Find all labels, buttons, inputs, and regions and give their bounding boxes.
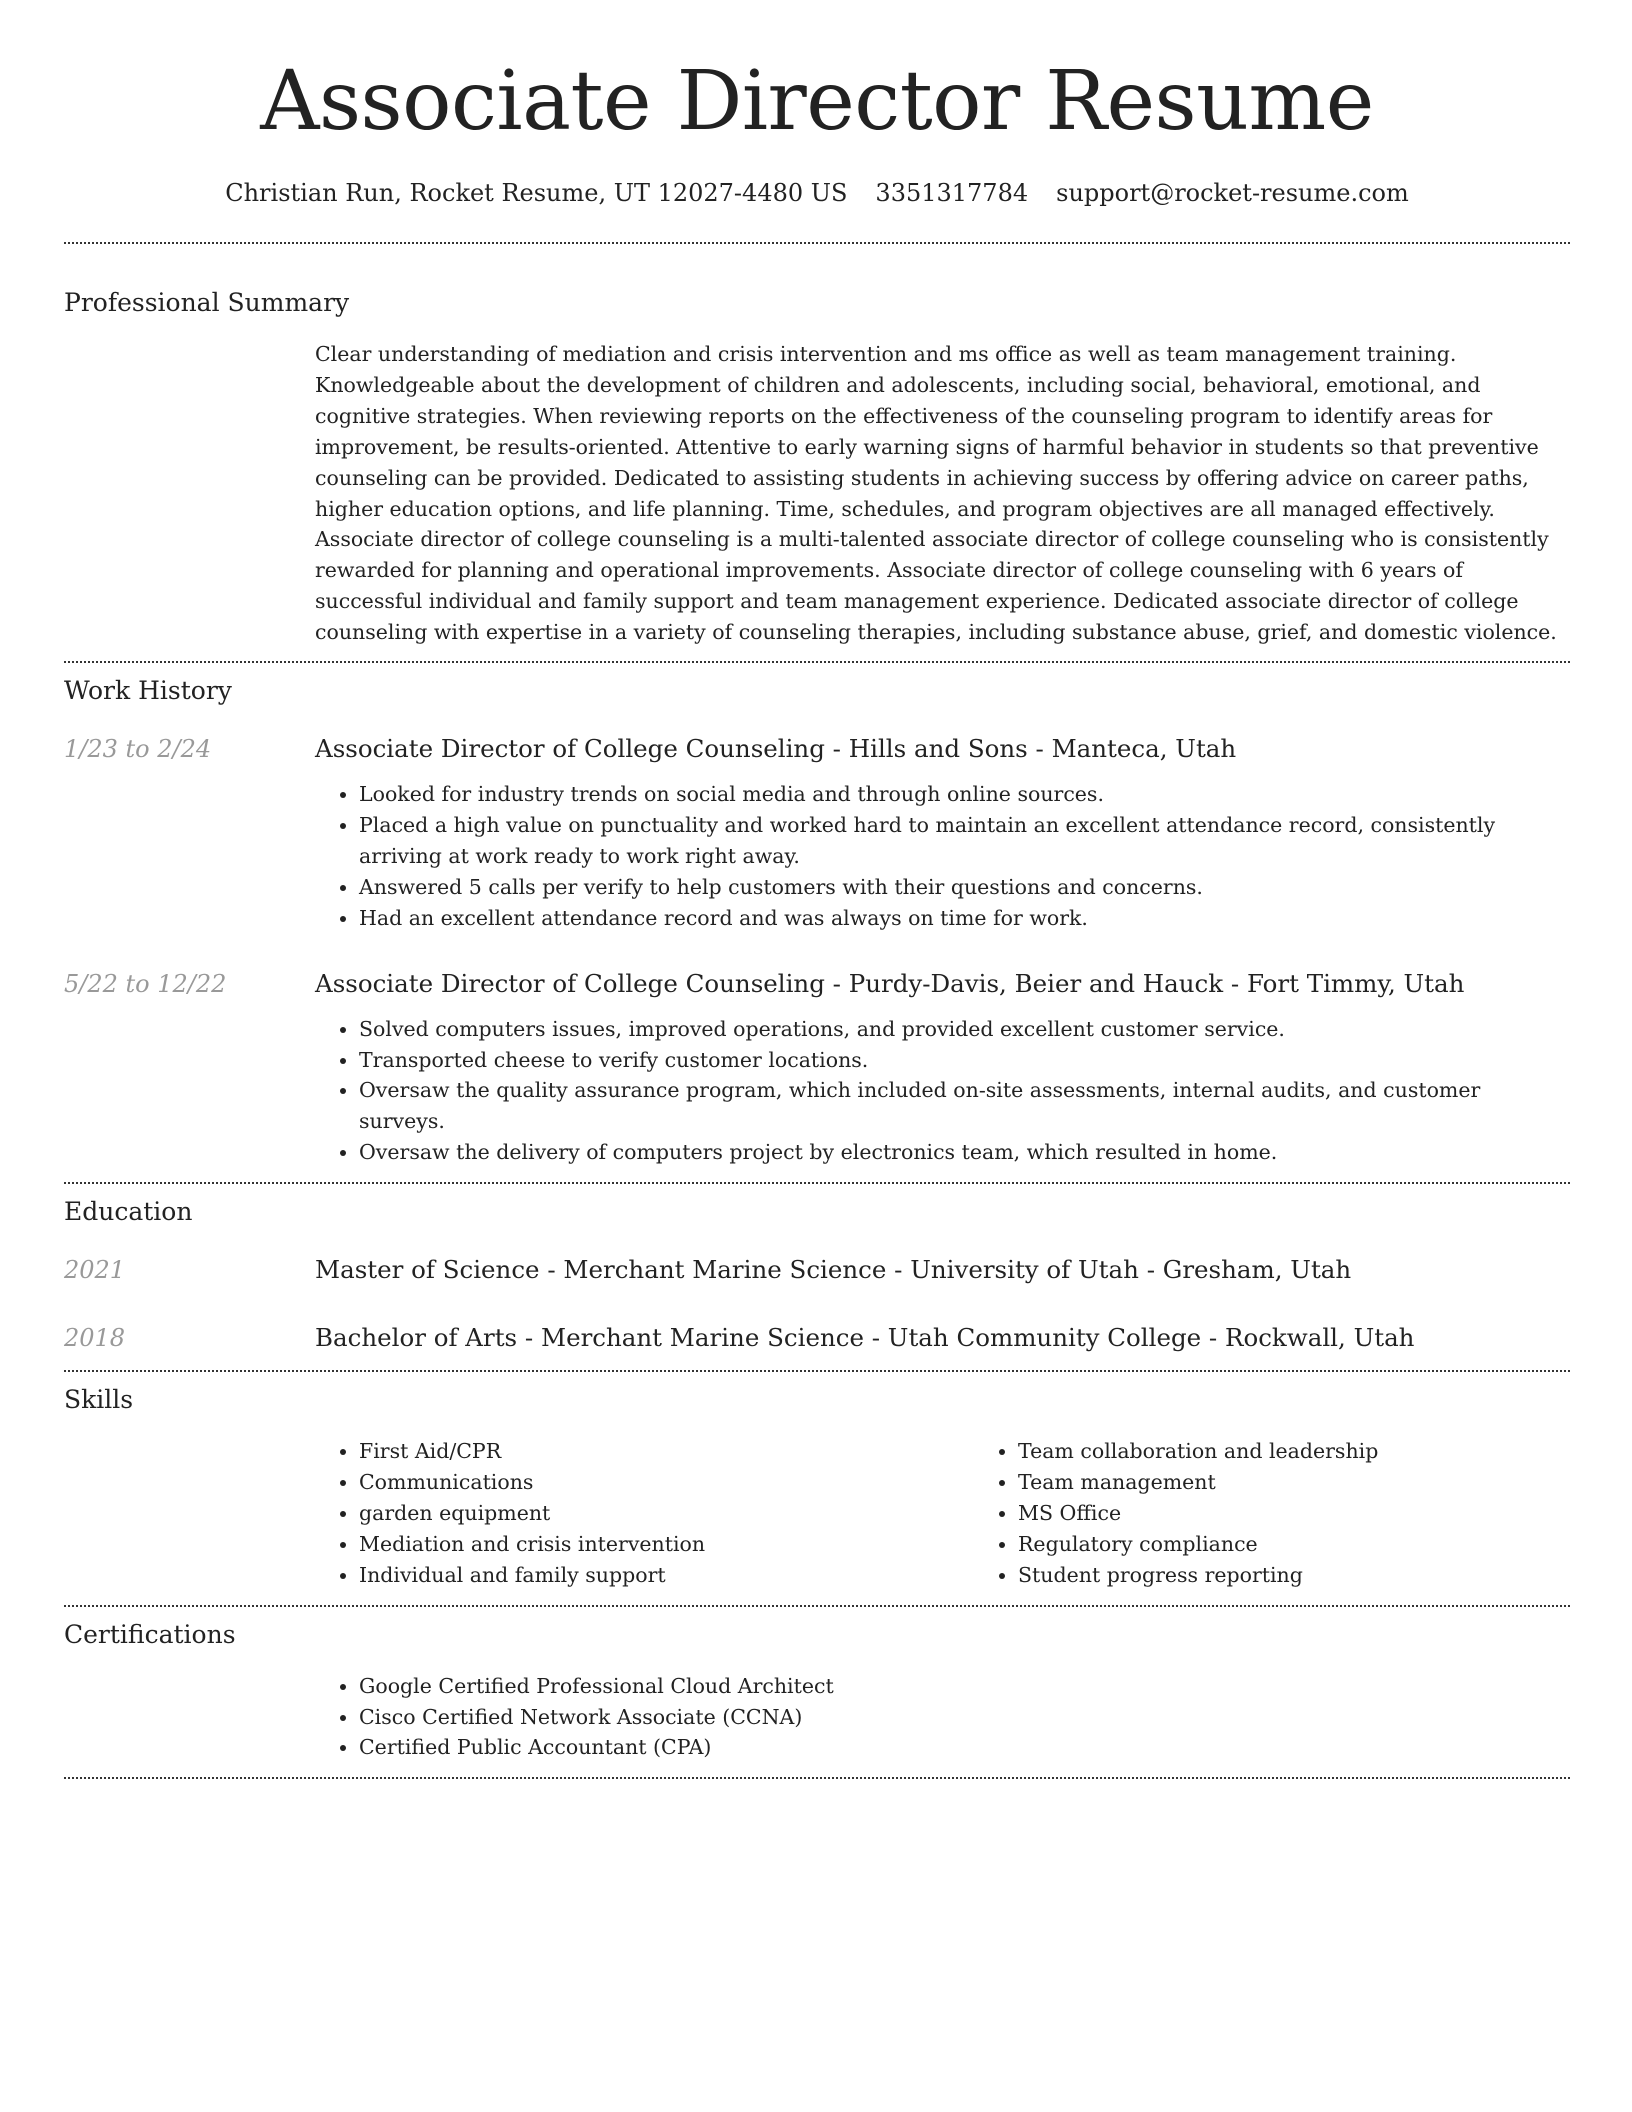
job-dates: 5/22 to 12/22 [64,969,227,998]
contact-line [64,178,1570,208]
resume-page [64,0,1570,1779]
section-heading-certifications: Certifications [64,1619,236,1649]
education-title: Bachelor of Arts - Merchant Marine Science - Utah Community College - Rockwall, Utah [315,1323,1415,1353]
education-year: 2021 [64,1256,126,1285]
education-entry [64,1322,1570,1354]
divider [64,1605,1570,1607]
skills-grid [315,1436,1570,1591]
job-bullets [315,1014,1570,1169]
education-title: Master of Science - Merchant Marine Science - University of Utah - Gresham, Utah [315,1255,1352,1285]
list-item: • Had an excellent attendance record and was always on time for work. [359,903,1570,934]
certifications-section [64,1619,1570,1764]
job-entry [64,733,1570,934]
skills-list-left [315,1436,974,1591]
list-item: • Placed a high value on punctuality and worked hard to maintain an excellent attendance record, consistently arriving at work ready to work right away. [359,810,1570,872]
skills-section [64,1384,1570,1591]
contact-phone: 3351317784 [875,179,1029,207]
summary-text: Clear understanding of mediation and crisis intervention and ms office as well as team management training. Knowledgeable about the development of children and adolescents, including social, behavioral, emotional, and cognitive strategies. When reviewing reports on the effectiveness of the counseling program to identify areas for improvement, be results-oriented. Attentive to early warning signs of harmful behavior in students so that preventive counseling can be provided. Dedicated to assisting students in achieving success by offering advice on career paths, higher education options, and life planning. Time, schedules, and program objectives are all managed effectively. Associate director of college counseling is a multi-talented associate director of college counseling who is consistently rewarded for planning and operational improvements. Associate director of college counseling with 6 years of successful individual and family support and team management experience. Dedicated associate director of college counseling with expertise in a variety of counseling therapies, including substance abuse, grief, and domestic violence. [315,342,1557,645]
resume-title: Associate Director Resume [260,54,1374,149]
divider [64,1777,1570,1779]
list-item: • Oversaw the quality assurance program, which included on-site assessments, internal audits, and customer surveys. [359,1075,1570,1137]
section-heading-skills: Skills [64,1385,134,1415]
contact-address: Christian Run, Rocket Resume, UT 12027-4480 US [225,179,848,207]
job-title: Associate Director of College Counseling - Purdy-Davis, Beier and Hauck - Fort Timmy, Utah [315,968,1465,998]
work-history-section [64,675,1570,1168]
list-item: • Individual and family support [359,1560,974,1591]
divider [64,661,1570,663]
list-item: • Certified Public Accountant (CPA) [359,1732,1570,1763]
contact-email: support@rocket-resume.com [1056,179,1409,207]
list-item: • Looked for industry trends on social media and through online sources. [359,779,1570,810]
list-item: • Mediation and crisis intervention [359,1529,974,1560]
list-item: • First Aid/CPR [359,1436,974,1467]
education-year: 2018 [64,1324,126,1353]
section-heading-work-history: Work History [64,676,232,706]
divider [64,1370,1570,1372]
divider [64,1182,1570,1184]
list-item: • Answered 5 calls per verify to help customers with their questions and concerns. [359,872,1570,903]
list-item: • garden equipment [359,1498,974,1529]
section-heading-summary: Professional Summary [64,288,350,317]
list-item: • Team collaboration and leadership [1018,1436,1570,1467]
section-heading-education: Education [64,1197,193,1227]
divider [64,242,1570,244]
list-item: • Student progress reporting [1018,1560,1570,1591]
list-item: • Regulatory compliance [1018,1529,1570,1560]
skills-list-right [974,1436,1570,1591]
list-item: • Solved computers issues, improved operations, and provided excellent customer service. [359,1014,1570,1045]
job-entry [64,968,1570,1169]
list-item: • Communications [359,1467,974,1498]
list-item: • Oversaw the delivery of computers project by electronics team, which resulted in home. [359,1137,1570,1168]
list-item: • MS Office [1018,1498,1570,1529]
list-item: • Transported cheese to verify customer locations. [359,1045,1570,1076]
job-title: Associate Director of College Counseling - Hills and Sons - Manteca, Utah [315,734,1237,764]
certifications-list [315,1671,1570,1764]
summary-section [64,287,1570,648]
education-entry [64,1254,1570,1286]
job-bullets [315,779,1570,934]
list-item: • Cisco Certified Network Associate (CCNA) [359,1702,1570,1733]
list-item: • Team management [1018,1467,1570,1498]
list-item: • Google Certified Professional Cloud Architect [359,1671,1570,1702]
education-section [64,1196,1570,1354]
job-dates: 1/23 to 2/24 [64,735,212,764]
